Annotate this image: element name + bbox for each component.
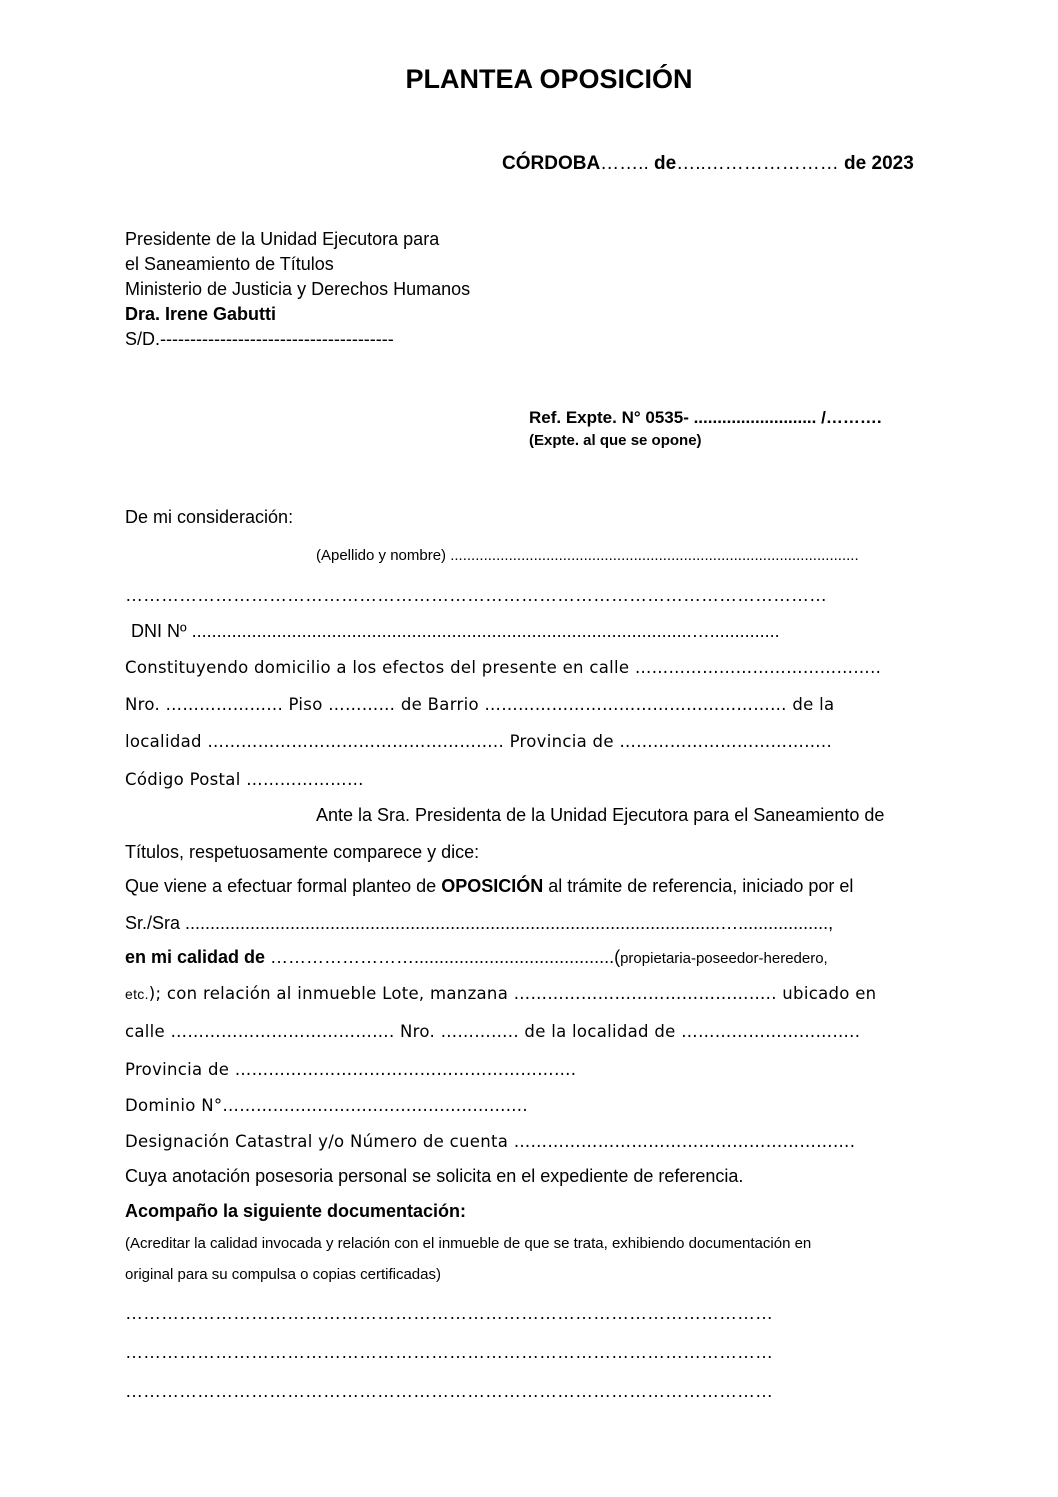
oposicion-keyword: OPOSICIÓN	[441, 876, 544, 896]
inmueble-lote-text: ); con relación al inmueble Lote, manzana ……………………………………….. ubicado en	[148, 984, 877, 1003]
dni-field: DNI Nº ....................................................................................................…..............	[131, 621, 780, 641]
documentation-blank-line-2: ………………………………………………………………………………………………	[125, 1342, 773, 1362]
acreditar-note-1: (Acreditar la calidad invocada y relación con el inmueble de que se trata, exhibiendo documentación en	[125, 1235, 812, 1252]
documentation-blank-line-1: ………………………………………………………………………………………………	[125, 1303, 773, 1323]
date-year: de 2023	[844, 153, 914, 174]
date-city: CÓRDOBA	[502, 153, 601, 174]
calidad-blank: ……………………........................................(	[265, 947, 621, 967]
page-title: PLANTEA OPOSICIÓN	[405, 64, 693, 94]
codigo-postal-field: Código Postal …………………	[125, 770, 364, 789]
acompano-heading: Acompaño la siguiente documentación:	[125, 1201, 467, 1221]
documentation-blank-line-3: ………………………………………………………………………………………………	[125, 1381, 773, 1401]
reference-note: (Expte. al que se opone)	[529, 432, 702, 449]
name-continuation-line: ………………………………………………………………………………………………………	[125, 585, 827, 605]
sr-sra-field: Sr./Sra ...........................................................................................................…..................,	[125, 913, 834, 933]
addressee-sd: S/D.---------------------------------------	[125, 329, 394, 349]
addressee-line-1: Presidente de la Unidad Ejecutora para	[125, 229, 440, 249]
domicilio-field: Constituyendo domicilio a los efectos del presente en calle ……………………………………..	[125, 658, 882, 677]
ante-line-2: Títulos, respetuosamente comparece y dice:	[125, 842, 480, 862]
etc-label: etc.	[125, 986, 149, 1002]
greeting: De mi consideración:	[125, 507, 294, 527]
localidad-provincia-field: localidad …………………………………………….. Provincia de ………………………………..	[125, 732, 833, 751]
calidad-label: en mi calidad de	[125, 947, 266, 967]
cuya-anotacion: Cuya anotación posesoria personal se solicita en el expediente de referencia.	[125, 1166, 744, 1186]
oposicion-text-post: al trámite de referencia, iniciado por el	[543, 876, 854, 896]
date-de: de	[654, 153, 677, 174]
dominio-field: Dominio N°………..............................................	[125, 1096, 528, 1115]
designacion-catastral-field: Designación Catastral y/o Número de cuenta …………………………………………………….	[125, 1132, 856, 1151]
acreditar-note-2: original para su compulsa o copias certificadas)	[125, 1266, 441, 1283]
provincia-field: Provincia de …………………………………………………….	[125, 1060, 577, 1079]
date-month-blank: …..…………………	[676, 153, 845, 174]
date-line	[502, 153, 914, 175]
date-day-blank: ……..	[600, 153, 655, 174]
calidad-options: propietaria-poseedor-heredero,	[620, 950, 828, 967]
ante-line-1: Ante la Sra. Presidenta de la Unidad Ejecutora para el Saneamiento de	[316, 805, 885, 825]
oposicion-statement	[125, 876, 853, 897]
nro-piso-barrio-field: Nro. ………………... Piso ………… de Barrio ……………………………………………… de la	[125, 695, 835, 714]
oposicion-text-pre: Que viene a efectuar formal planteo de	[125, 876, 442, 896]
inmueble-lote-field	[125, 984, 876, 1003]
addressee-line-3: Ministerio de Justicia y Derechos Humanos	[125, 279, 471, 299]
apellido-field: (Apellido y nombre) ..................................................................................................	[316, 547, 859, 564]
addressee-name: Dra. Irene Gabutti	[125, 304, 277, 324]
reference-expediente: Ref. Expte. N° 0535- .......................... /……….	[529, 408, 882, 427]
addressee-line-2: el Saneamiento de Títulos	[125, 254, 334, 274]
calle-nro-localidad-field: calle …………………………………. Nro. ………….. de la localidad de …………………………..	[125, 1022, 861, 1041]
calidad-field	[125, 947, 828, 968]
